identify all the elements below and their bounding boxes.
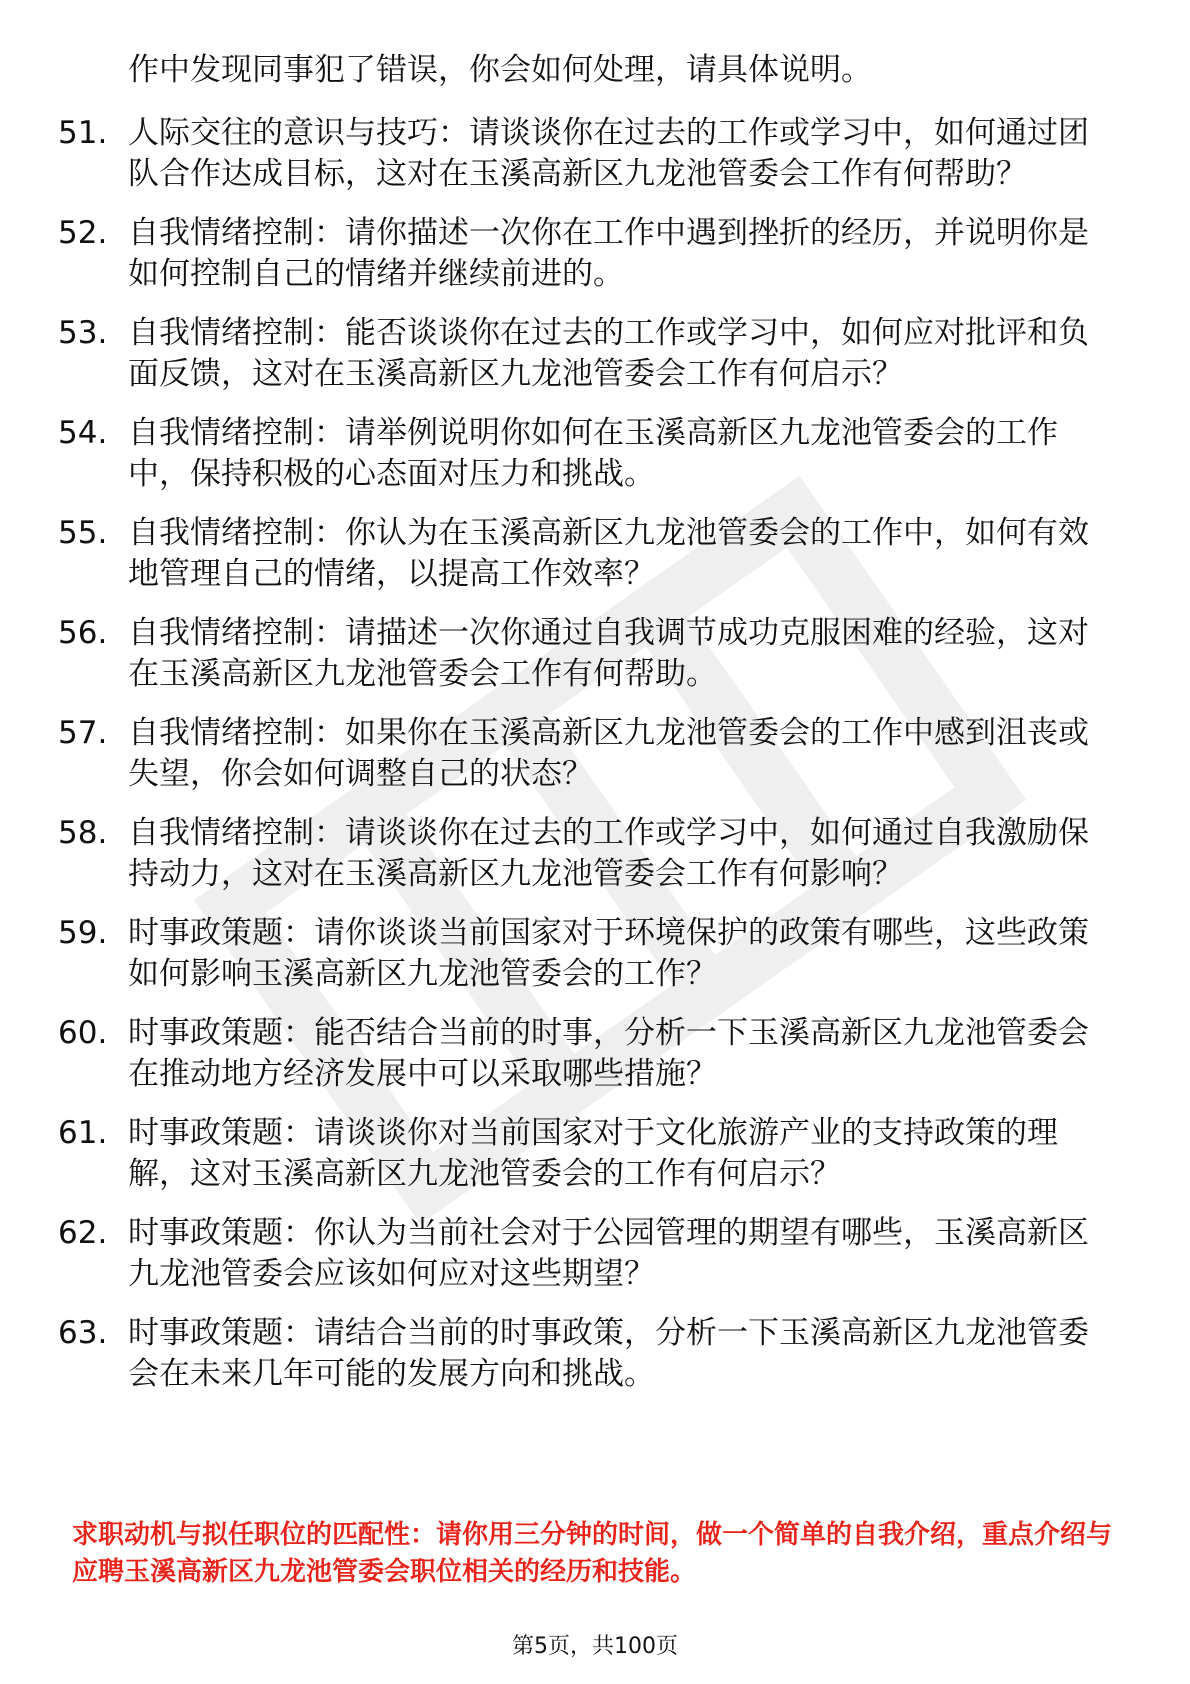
question-text: 时事政策题：请谈谈你对当前国家对于文化旅游产业的支持政策的理解，这对玉溪高新区九龙池管委会的工作有何启示？ — [128, 1115, 1058, 1192]
question-text: 人际交往的意识与技巧：请谈谈你在过去的工作或学习中，如何通过团队合作达成目标，这对在玉溪高新区九龙池管委会工作有何帮助？ — [128, 115, 1089, 192]
question-text: 自我情绪控制：请举例说明你如何在玉溪高新区九龙池管委会的工作中，保持积极的心态面对压力和挑战。 — [128, 415, 1058, 492]
question-text: 自我情绪控制：如果你在玉溪高新区九龙池管委会的工作中感到沮丧或失望，你会如何调整自己的状态？ — [128, 715, 1089, 792]
question-number: 51. — [58, 115, 108, 151]
question-item — [58, 213, 1118, 295]
question-text: 时事政策题：你认为当前社会对于公园管理的期望有哪些，玉溪高新区九龙池管委会应该如何应对这些期望？ — [128, 1215, 1089, 1292]
question-item — [58, 1313, 1118, 1395]
question-item — [58, 913, 1118, 995]
question-item — [58, 713, 1118, 795]
question-list — [58, 113, 1118, 1413]
question-item — [58, 813, 1118, 895]
question-text: 自我情绪控制：能否谈谈你在过去的工作或学习中，如何应对批评和负面反馈，这对在玉溪高新区九龙池管委会工作有何启示？ — [128, 315, 1089, 392]
question-text: 时事政策题：请你谈谈当前国家对于环境保护的政策有哪些，这些政策如何影响玉溪高新区九龙池管委会的工作？ — [128, 915, 1089, 992]
question-number: 61. — [58, 1115, 108, 1151]
question-number: 53. — [58, 315, 108, 351]
question-text: 自我情绪控制：请你描述一次你在工作中遇到挫折的经历，并说明你是如何控制自己的情绪并继续前进的。 — [128, 215, 1089, 292]
question-item — [58, 113, 1118, 195]
question-item — [58, 613, 1118, 695]
question-number: 54. — [58, 415, 108, 451]
question-item — [58, 1113, 1118, 1195]
question-item — [58, 1213, 1118, 1295]
question-text: 自我情绪控制：请描述一次你通过自我调节成功克服困难的经验，这对在玉溪高新区九龙池管委会工作有何帮助。 — [128, 615, 1089, 692]
question-item — [58, 313, 1118, 395]
question-number: 58. — [58, 815, 108, 851]
question-number: 59. — [58, 915, 108, 951]
question-text: 自我情绪控制：请谈谈你在过去的工作或学习中，如何通过自我激励保持动力，这对在玉溪高新区九龙池管委会工作有何影响？ — [128, 815, 1089, 892]
question-number: 63. — [58, 1315, 108, 1351]
question-number: 55. — [58, 515, 108, 551]
question-number: 56. — [58, 615, 108, 651]
question-text: 时事政策题：能否结合当前的时事，分析一下玉溪高新区九龙池管委会在推动地方经济发展中可以采取哪些措施？ — [128, 1015, 1089, 1092]
question-item — [58, 1013, 1118, 1095]
continuation-text: 作中发现同事犯了错误，你会如何处理，请具体说明。 — [128, 52, 872, 88]
question-item — [58, 413, 1118, 495]
question-number: 52. — [58, 215, 108, 251]
page-footer: 第5页，共100页 — [512, 1634, 678, 1659]
question-number: 57. — [58, 715, 108, 751]
question-number: 60. — [58, 1015, 108, 1051]
question-text: 自我情绪控制：你认为在玉溪高新区九龙池管委会的工作中，如何有效地管理自己的情绪，以提高工作效率？ — [128, 515, 1089, 592]
question-text: 时事政策题：请结合当前的时事政策，分析一下玉溪高新区九龙池管委会在未来几年可能的发展方向和挑战。 — [128, 1315, 1089, 1392]
highlight-question: 求职动机与拟任职位的匹配性：请你用三分钟的时间，做一个简单的自我介绍，重点介绍与应聘玉溪高新区九龙池管委会职位相关的经历和技能。 — [72, 1520, 1113, 1587]
question-number: 62. — [58, 1215, 108, 1251]
question-item — [58, 513, 1118, 595]
